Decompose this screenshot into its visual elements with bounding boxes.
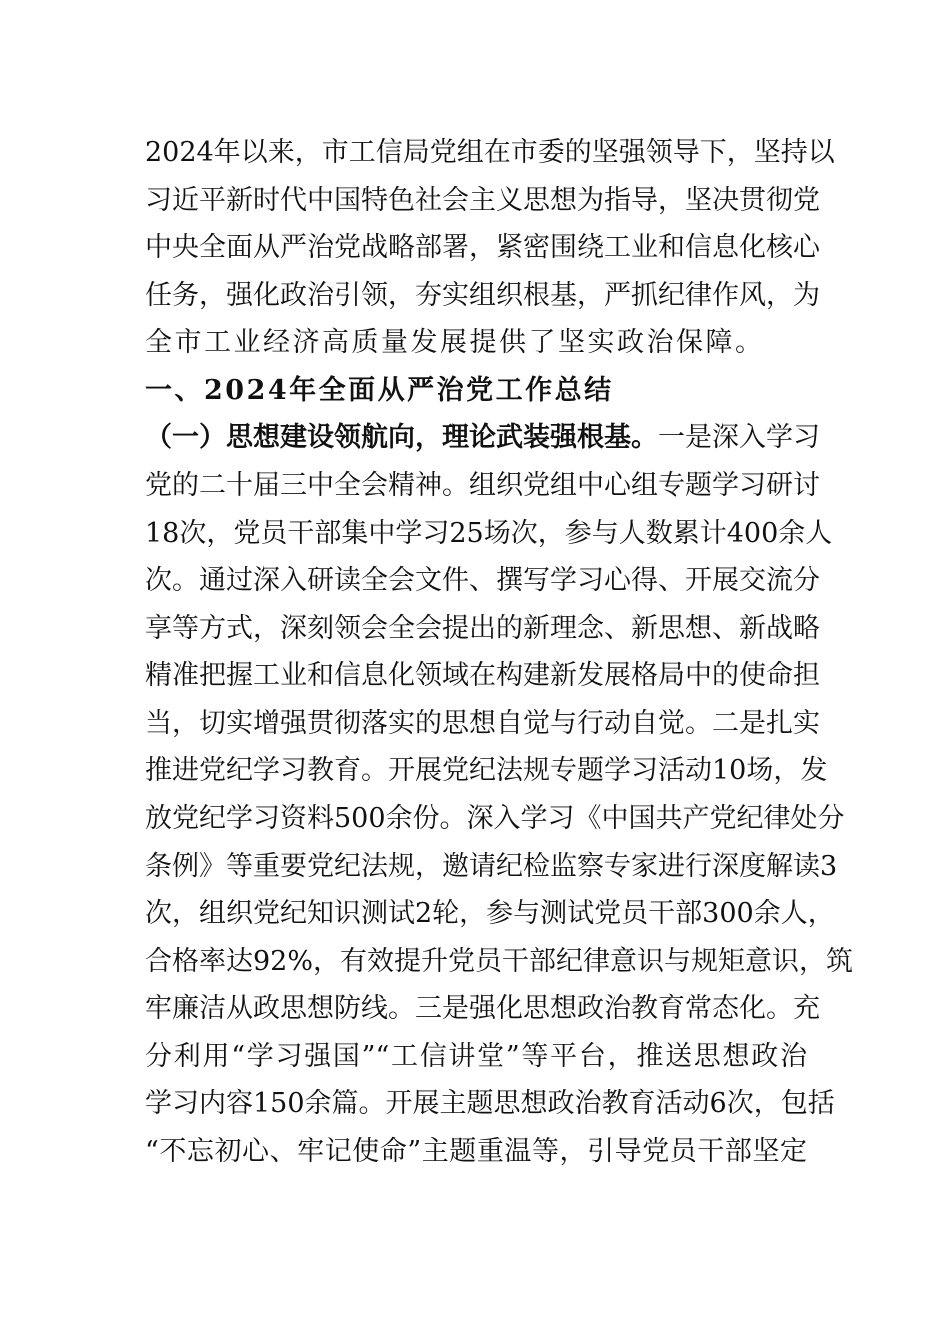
body-text: 享等方式，深刻领会全会提出的新理念、新思想、新战略	[145, 612, 820, 644]
text-line	[145, 847, 838, 887]
body-text: 党的二十届三中全会精神。组织党组中心组专题学习研讨	[145, 469, 820, 501]
text-line	[145, 1037, 807, 1077]
text-line	[145, 656, 820, 696]
text-line	[145, 894, 835, 934]
text-line	[145, 514, 833, 554]
text-line	[145, 276, 820, 316]
text-line	[145, 989, 820, 1029]
text-line	[145, 418, 820, 458]
body-text: 分利用“学习强国”“工信讲堂”等平台，推送思想政治	[145, 1040, 807, 1072]
text-line	[145, 1084, 835, 1124]
body-text: “不忘初心、牢记使命”主题重温等，引导党员干部坚定	[145, 1135, 807, 1167]
text-line	[145, 1132, 807, 1172]
text-line	[145, 466, 820, 506]
section-heading	[145, 371, 807, 411]
text-line	[145, 181, 820, 221]
text-line	[145, 751, 828, 791]
bold-heading-text: （一）思想建设领航向，理论武装强根基。	[145, 422, 658, 454]
body-text: 合格率达92%，有效提升党员干部纪律意识与规矩意识，筑	[145, 945, 854, 977]
body-text: 18次，党员干部集中学习25场次，参与人数累计400余人	[145, 517, 833, 549]
body-text: 推进党纪学习教育。开展党纪法规专题学习活动10场，发	[145, 755, 828, 787]
text-line	[145, 799, 845, 839]
body-text: 牢廉洁从政思想防线。三是强化思想政治教育常态化。充	[145, 993, 820, 1025]
body-text: 放党纪学习资料500余份。深入学习《中国共产党纪律处分	[145, 802, 845, 834]
text-line	[145, 561, 820, 601]
body-text: 一是深入学习	[658, 422, 820, 454]
body-text: 精准把握工业和信息化领域在构建新发展格局中的使命担	[145, 660, 820, 692]
body-text: 次。通过深入研读全会文件、撰写学习心得、开展交流分	[145, 565, 820, 597]
text-line	[145, 133, 835, 173]
body-text: 全市工业经济高质量发展提供了坚实政治保障。	[145, 327, 765, 359]
text-line	[145, 609, 820, 649]
body-text: 中央全面从严治党战略部署，紧密围绕工业和信息化核心	[145, 232, 820, 264]
body-text: 2024年以来，市工信局党组在市委的坚强领导下，坚持以	[145, 137, 835, 168]
body-text: 当，切实增强贯彻落实的思想自觉与行动自觉。二是扎实	[145, 707, 820, 739]
body-text: 学习内容150余篇。开展主题思想政治教育活动6次，包括	[145, 1088, 835, 1120]
text-line	[145, 323, 807, 363]
bold-heading-text: 一、2024年全面从严治党工作总结	[145, 374, 614, 406]
body-text: 习近平新时代中国特色社会主义思想为指导，坚决贯彻党	[145, 184, 820, 216]
text-line	[145, 704, 820, 744]
body-text: 任务，强化政治引领，夯实组织根基，严抓纪律作风，为	[145, 279, 820, 311]
body-text: 条例》等重要党纪法规，邀请纪检监察专家进行深度解读3	[145, 850, 838, 882]
text-line	[145, 942, 854, 982]
body-text: 次，组织党纪知识测试2轮，参与测试党员干部300余人，	[145, 898, 835, 930]
text-line	[145, 228, 820, 268]
